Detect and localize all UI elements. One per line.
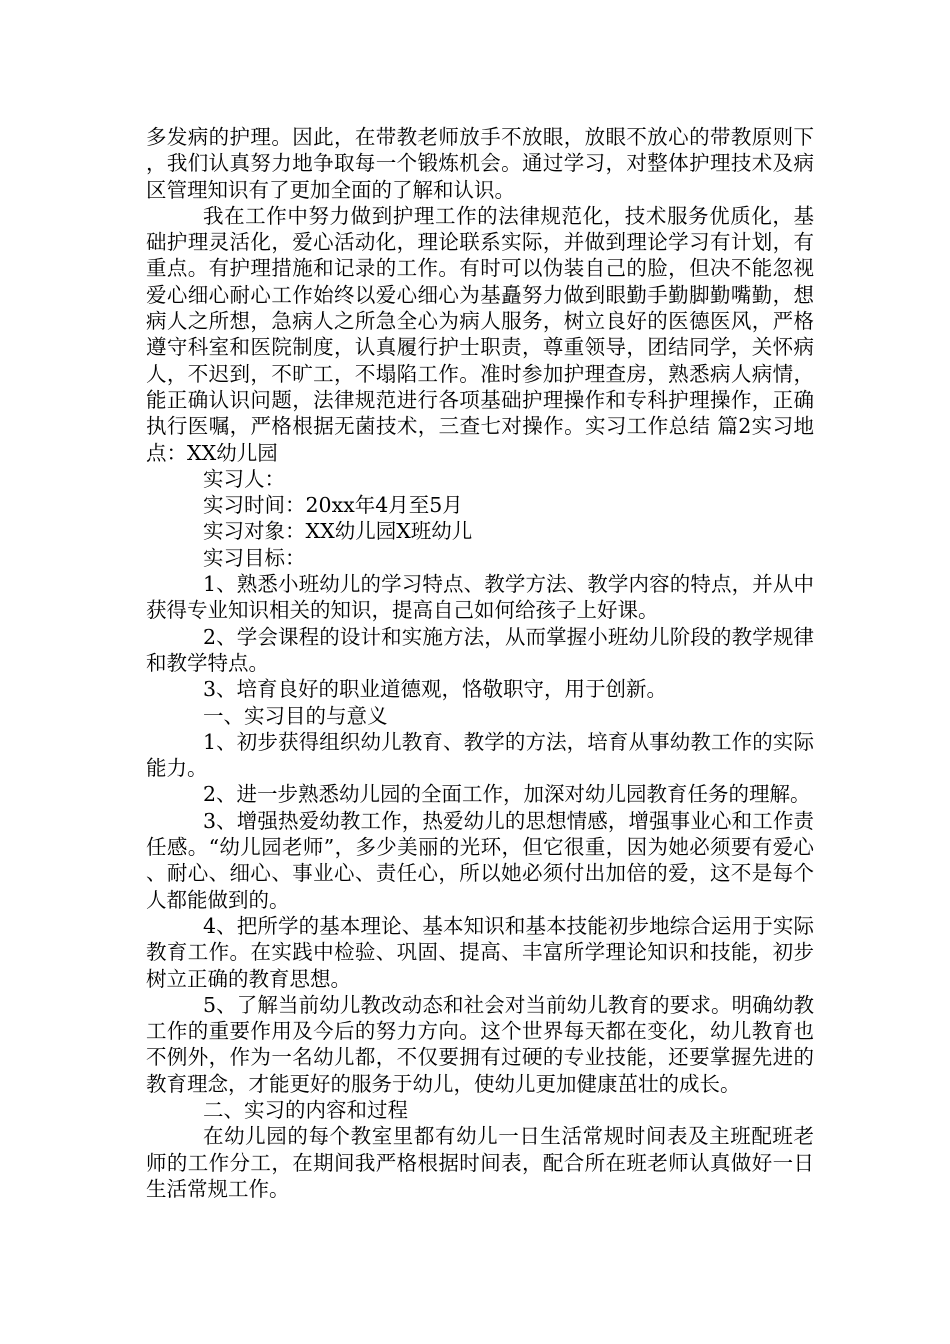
paragraph: 3、培育良好的职业道德观，恪敬职守，用于创新。 — [203, 677, 668, 702]
paragraph: 实习目标： — [203, 545, 306, 570]
paragraph: 在幼儿园的每个教室里都有幼儿一日生活常规时间表及主班配班老师的工作分工，在期间我严格根据时间表，配合所在班老师认真做好一日生活常规工作。 — [146, 1124, 814, 1201]
paragraph: 我在工作中努力做到护理工作的法律规范化，技术服务优质化，基础护理灵活化，爱心活动化，理论联系实际，并做到理论学习有计划，有重点。有护理措施和记录的工作。有时可以伪装自己的脸，但决不能忽视爱心细心耐心工作始终以爱心细心为基矗努力做到眼勤手勤脚勤嘴勤，想病人之所想，急病人之所急全心为病人服务，树立良好的医德医风，严格遵守科室和医院制度，认真履行护士职责，尊重领导，团结同学，关怀病人，不迟到，不旷工，不塌陷工作。准时参加护理查房，熟悉病人病情，能正确认识问题，法律规范进行各项基础护理操作和专科护理操作，正确执行医嘱，严格根据无菌技术，三查七对操作。实习工作总结 篇2实习地点：XX幼儿园 — [146, 203, 814, 465]
document-body — [146, 124, 814, 1202]
paragraph: 3、增强热爱幼教工作，热爱幼儿的思想情感，增强事业心和工作责任感。“幼儿园老师”，多少美丽的光环，但它很重，因为她必须要有爱心、耐心、细心、事业心、责任心，所以她必须付出加倍的爱，这不是每个人都能做到的。 — [146, 808, 814, 912]
paragraph: 1、初步获得组织幼儿教育、教学的方法，培育从事幼教工作的实际能力。 — [146, 729, 814, 781]
paragraph: 2、学会课程的设计和实施方法，从而掌握小班幼儿阶段的教学规律和教学特点。 — [146, 624, 814, 675]
paragraph: 实习人： — [203, 466, 285, 491]
paragraph: 多发病的护理。因此，在带教老师放手不放眼，放眼不放心的带教原则下，我们认真努力地争取每一个锻炼机会。通过学习，对整体护理技术及病区管理知识有了更加全面的了解和认识。 — [146, 125, 814, 202]
section-heading: 一、实习目的与意义 — [203, 703, 388, 728]
paragraph: 实习时间：20xx年4月至5月 — [203, 493, 463, 518]
paragraph: 1、熟悉小班幼儿的学习特点、教学方法、教学内容的特点，并从中获得专业知识相关的知识，提高自己如何给孩子上好课。 — [146, 572, 814, 623]
paragraph: 4、把所学的基本理论、基本知识和基本技能初步地综合运用于实际教育工作。在实践中检验、巩固、提高、丰富所学理论知识和技能，初步树立正确的教育思想。 — [146, 913, 814, 991]
section-heading: 二、实习的内容和过程 — [203, 1097, 408, 1122]
paragraph: 5、了解当前幼儿教改动态和社会对当前幼儿教育的要求。明确幼教工作的重要作用及今后的努力方向。这个世界每天都在变化，幼儿教育也不例外，作为一名幼儿都，不仅要拥有过硬的专业技能，还要掌握先进的教育理念，才能更好的服务于幼儿，使幼儿更加健康茁壮的成长。 — [146, 992, 814, 1096]
paragraph: 实习对象：XX幼儿园X班幼儿 — [203, 519, 473, 544]
paragraph: 2、进一步熟悉幼儿园的全面工作，加深对幼儿园教育任务的理解。 — [203, 782, 811, 807]
